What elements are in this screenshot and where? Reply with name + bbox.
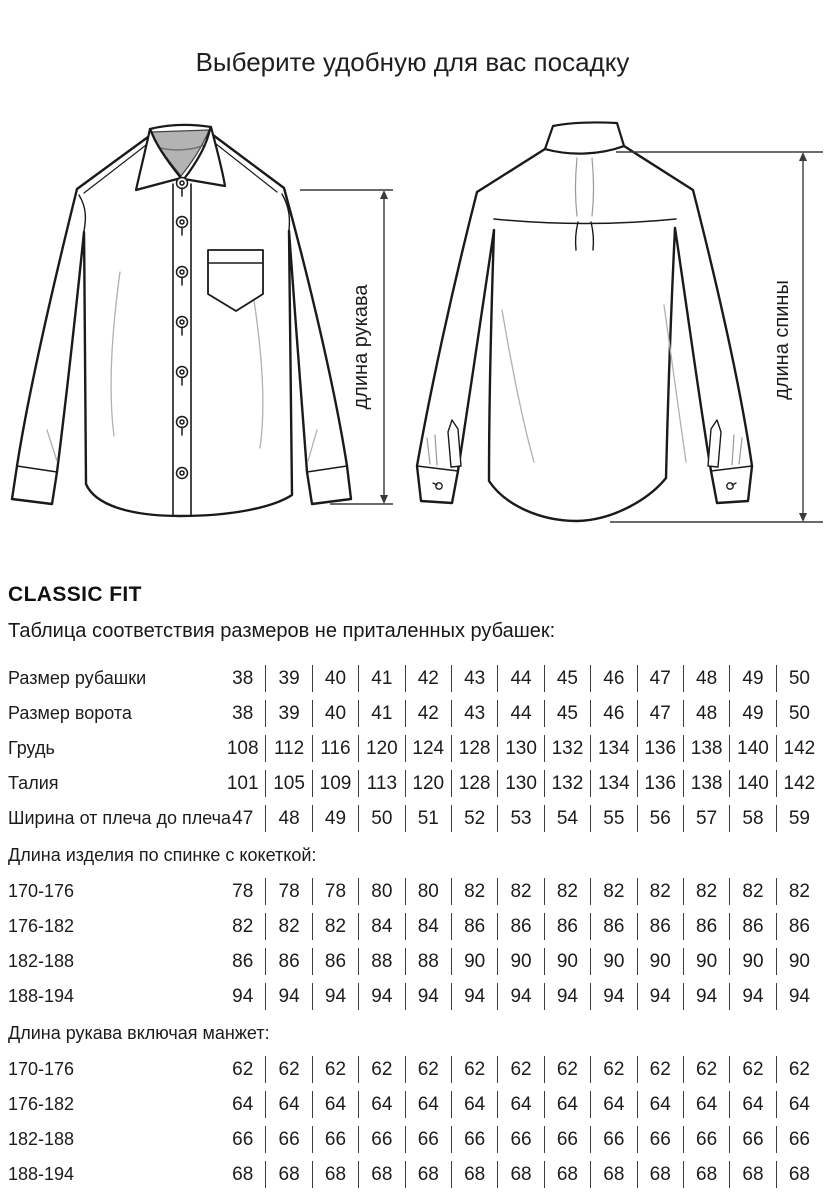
row-label: 176-182 (8, 916, 75, 936)
size-cell: 68 (451, 1161, 497, 1188)
arrow-up-icon (380, 190, 388, 199)
size-cell: 94 (544, 983, 590, 1010)
shirt-diagrams (0, 0, 825, 560)
table-row (8, 909, 822, 944)
size-cell: 41 (358, 700, 404, 727)
size-cell: 136 (637, 735, 683, 762)
size-cell: 84 (405, 913, 451, 940)
row-values (220, 661, 822, 696)
size-cell: 62 (729, 1056, 775, 1083)
size-cell: 94 (590, 983, 636, 1010)
size-cell: 62 (590, 1056, 636, 1083)
size-cell: 62 (232, 1059, 254, 1080)
size-cell: 142 (776, 770, 822, 797)
size-cell: 82 (776, 878, 822, 905)
size-cell: 40 (312, 700, 358, 727)
size-cell: 86 (497, 913, 543, 940)
table-row (8, 801, 822, 836)
size-cell: 50 (776, 665, 822, 692)
arrow-up-icon (799, 152, 807, 161)
size-cell: 90 (637, 948, 683, 975)
size-cell: 68 (637, 1161, 683, 1188)
size-cell: 46 (590, 665, 636, 692)
size-cell: 58 (729, 805, 775, 832)
size-cell: 88 (405, 948, 451, 975)
size-cell: 43 (451, 665, 497, 692)
size-cell: 50 (358, 805, 404, 832)
row-label: 170-176 (8, 881, 75, 901)
shirt-button-icon (177, 468, 188, 479)
size-cell: 66 (637, 1126, 683, 1153)
size-cell: 94 (232, 986, 254, 1007)
row-label: Ширина от плеча до плеча (8, 808, 232, 828)
row-values (220, 1157, 822, 1192)
size-cell: 68 (683, 1161, 729, 1188)
size-cell: 80 (358, 878, 404, 905)
size-cell: 45 (544, 665, 590, 692)
size-cell: 78 (232, 881, 254, 902)
size-cell: 94 (729, 983, 775, 1010)
size-cell: 44 (497, 700, 543, 727)
table-row (8, 661, 822, 696)
size-cell: 64 (729, 1091, 775, 1118)
size-cell: 82 (637, 878, 683, 905)
size-cell: 49 (312, 805, 358, 832)
size-cell: 120 (405, 770, 451, 797)
size-cell: 64 (683, 1091, 729, 1118)
size-cell: 86 (451, 913, 497, 940)
size-cell: 43 (451, 700, 497, 727)
size-cell: 66 (497, 1126, 543, 1153)
size-cell: 109 (312, 770, 358, 797)
size-cell: 130 (497, 770, 543, 797)
size-cell: 62 (358, 1056, 404, 1083)
size-cell: 140 (729, 770, 775, 797)
size-cell: 94 (265, 983, 311, 1010)
size-cell: 94 (358, 983, 404, 1010)
size-cell: 78 (265, 878, 311, 905)
row-values (220, 801, 822, 836)
size-cell: 47 (232, 808, 254, 829)
row-values (220, 766, 822, 801)
size-cell: 68 (729, 1161, 775, 1188)
size-cell: 136 (637, 770, 683, 797)
size-cell: 42 (405, 665, 451, 692)
row-values (220, 944, 822, 979)
size-cell: 64 (776, 1091, 822, 1118)
table-intro: Таблица соответствия размеров не приталенных рубашек: (8, 620, 556, 642)
size-cell: 68 (497, 1161, 543, 1188)
size-cell: 138 (683, 735, 729, 762)
size-cell: 90 (544, 948, 590, 975)
size-cell: 134 (590, 735, 636, 762)
table-row (8, 874, 822, 909)
size-cell: 94 (312, 983, 358, 1010)
size-cell: 55 (590, 805, 636, 832)
size-cell: 94 (405, 983, 451, 1010)
back-collar (545, 122, 624, 153)
size-cell: 64 (358, 1091, 404, 1118)
size-cell: 78 (312, 878, 358, 905)
size-cell: 66 (590, 1126, 636, 1153)
size-cell: 48 (683, 700, 729, 727)
size-cell: 90 (683, 948, 729, 975)
row-label: 182-188 (8, 1129, 75, 1149)
size-cell: 130 (497, 735, 543, 762)
row-values (220, 979, 822, 1014)
size-cell: 64 (265, 1091, 311, 1118)
size-cell: 66 (776, 1126, 822, 1153)
size-cell: 84 (358, 913, 404, 940)
size-cell: 120 (358, 735, 404, 762)
row-values (220, 909, 822, 944)
size-cell: 128 (451, 735, 497, 762)
size-cell: 86 (265, 948, 311, 975)
size-cell: 134 (590, 770, 636, 797)
row-label: Размер рубашки (8, 668, 147, 688)
table-section-label: Длина рукава включая манжет: (8, 1023, 270, 1043)
arrow-down-icon (380, 495, 388, 504)
row-values (220, 696, 822, 731)
size-cell: 41 (358, 665, 404, 692)
size-cell: 38 (232, 703, 254, 724)
size-cell: 68 (312, 1161, 358, 1188)
size-cell: 52 (451, 805, 497, 832)
size-cell: 82 (312, 913, 358, 940)
row-label: 176-182 (8, 1094, 75, 1114)
size-cell: 66 (232, 1129, 254, 1150)
size-cell: 90 (590, 948, 636, 975)
size-cell: 62 (544, 1056, 590, 1083)
size-cell: 94 (451, 983, 497, 1010)
size-cell: 94 (497, 983, 543, 1010)
size-cell: 64 (637, 1091, 683, 1118)
table-row (8, 1157, 822, 1192)
size-cell: 82 (729, 878, 775, 905)
size-cell: 82 (451, 878, 497, 905)
size-cell: 64 (451, 1091, 497, 1118)
front-shirt-drawing (12, 125, 351, 516)
size-cell: 94 (683, 983, 729, 1010)
size-cell: 62 (405, 1056, 451, 1083)
size-cell: 82 (497, 878, 543, 905)
size-cell: 39 (265, 700, 311, 727)
size-cell: 68 (405, 1161, 451, 1188)
size-cell: 142 (776, 735, 822, 762)
size-cell: 66 (358, 1126, 404, 1153)
size-cell: 64 (544, 1091, 590, 1118)
size-cell: 48 (265, 805, 311, 832)
size-cell: 66 (405, 1126, 451, 1153)
size-cell: 57 (683, 805, 729, 832)
page-title: Выберите удобную для вас посадку (195, 47, 630, 77)
size-cell: 68 (590, 1161, 636, 1188)
size-cell: 68 (265, 1161, 311, 1188)
fit-heading: CLASSIC FIT (8, 583, 142, 606)
size-cell: 39 (265, 665, 311, 692)
back-shirt-drawing (417, 122, 752, 521)
size-cell: 66 (265, 1126, 311, 1153)
size-cell: 59 (776, 805, 822, 832)
size-cell: 50 (776, 700, 822, 727)
size-cell: 108 (226, 738, 259, 759)
size-cell: 51 (405, 805, 451, 832)
size-cell: 132 (544, 770, 590, 797)
size-cell: 112 (265, 735, 311, 762)
size-cell: 66 (312, 1126, 358, 1153)
size-cell: 88 (358, 948, 404, 975)
row-label: Размер ворота (8, 703, 132, 723)
size-cell: 105 (265, 770, 311, 797)
size-cell: 64 (405, 1091, 451, 1118)
size-cell: 86 (729, 913, 775, 940)
size-cell: 82 (544, 878, 590, 905)
row-label: 170-176 (8, 1059, 75, 1079)
size-cell: 45 (544, 700, 590, 727)
size-cell: 49 (729, 700, 775, 727)
size-cell: 86 (232, 951, 254, 972)
size-cell: 82 (232, 916, 254, 937)
size-cell: 86 (776, 913, 822, 940)
size-cell: 86 (544, 913, 590, 940)
size-cell: 132 (544, 735, 590, 762)
size-cell: 64 (232, 1094, 254, 1115)
size-cell: 66 (544, 1126, 590, 1153)
size-cell: 46 (590, 700, 636, 727)
table-row (8, 979, 822, 1014)
size-cell: 62 (312, 1056, 358, 1083)
back-length-label: длина спины (771, 280, 793, 400)
row-label: 188-194 (8, 986, 75, 1006)
size-cell: 86 (683, 913, 729, 940)
size-cell: 62 (637, 1056, 683, 1083)
size-cell: 47 (637, 665, 683, 692)
size-cell: 86 (637, 913, 683, 940)
size-cell: 47 (637, 700, 683, 727)
size-cell: 68 (776, 1161, 822, 1188)
front-collar-top-edge (150, 125, 211, 129)
size-cell: 62 (451, 1056, 497, 1083)
row-label: Талия (8, 773, 59, 793)
size-cell: 62 (683, 1056, 729, 1083)
size-cell: 68 (232, 1164, 254, 1185)
size-cell: 44 (497, 665, 543, 692)
size-cell: 40 (312, 665, 358, 692)
size-cell: 116 (312, 735, 358, 762)
table-row (8, 731, 822, 766)
row-values (220, 1052, 822, 1087)
row-label: 182-188 (8, 951, 75, 971)
row-label: Грудь (8, 738, 55, 758)
row-values (220, 731, 822, 766)
size-cell: 66 (451, 1126, 497, 1153)
size-cell: 49 (729, 665, 775, 692)
size-cell: 56 (637, 805, 683, 832)
size-cell: 68 (544, 1161, 590, 1188)
size-table (8, 661, 822, 1192)
size-cell: 138 (683, 770, 729, 797)
size-cell: 38 (232, 668, 254, 689)
table-row (8, 1087, 822, 1122)
size-cell: 113 (358, 770, 404, 797)
table-section-label: Длина изделия по спинке с кокеткой: (8, 845, 317, 865)
size-cell: 66 (683, 1126, 729, 1153)
size-cell: 86 (312, 948, 358, 975)
size-cell: 86 (590, 913, 636, 940)
table-row (8, 1052, 822, 1087)
size-cell: 53 (497, 805, 543, 832)
size-cell: 54 (544, 805, 590, 832)
size-cell: 101 (226, 773, 259, 794)
back-shirt-outline (417, 146, 752, 521)
size-cell: 42 (405, 700, 451, 727)
sleeve-length-label: длина рукава (350, 284, 372, 410)
arrow-down-icon (799, 513, 807, 522)
row-values (220, 874, 822, 909)
size-cell: 140 (729, 735, 775, 762)
size-cell: 90 (729, 948, 775, 975)
size-cell: 128 (451, 770, 497, 797)
size-cell: 94 (637, 983, 683, 1010)
table-row (8, 696, 822, 731)
size-cell: 68 (358, 1161, 404, 1188)
row-label: 188-194 (8, 1164, 75, 1184)
size-cell: 64 (312, 1091, 358, 1118)
size-cell: 62 (265, 1056, 311, 1083)
row-values (220, 1122, 822, 1157)
size-cell: 90 (776, 948, 822, 975)
size-cell: 82 (590, 878, 636, 905)
table-row (8, 944, 822, 979)
size-cell: 64 (497, 1091, 543, 1118)
size-cell: 124 (405, 735, 451, 762)
size-cell: 64 (590, 1091, 636, 1118)
table-row (8, 1122, 822, 1157)
size-cell: 90 (497, 948, 543, 975)
size-cell: 48 (683, 665, 729, 692)
size-cell: 80 (405, 878, 451, 905)
size-cell: 94 (776, 983, 822, 1010)
size-cell: 90 (451, 948, 497, 975)
size-cell: 82 (683, 878, 729, 905)
table-row (8, 766, 822, 801)
size-cell: 82 (265, 913, 311, 940)
row-values (220, 1087, 822, 1122)
size-cell: 66 (729, 1126, 775, 1153)
size-cell: 62 (497, 1056, 543, 1083)
size-cell: 62 (776, 1056, 822, 1083)
